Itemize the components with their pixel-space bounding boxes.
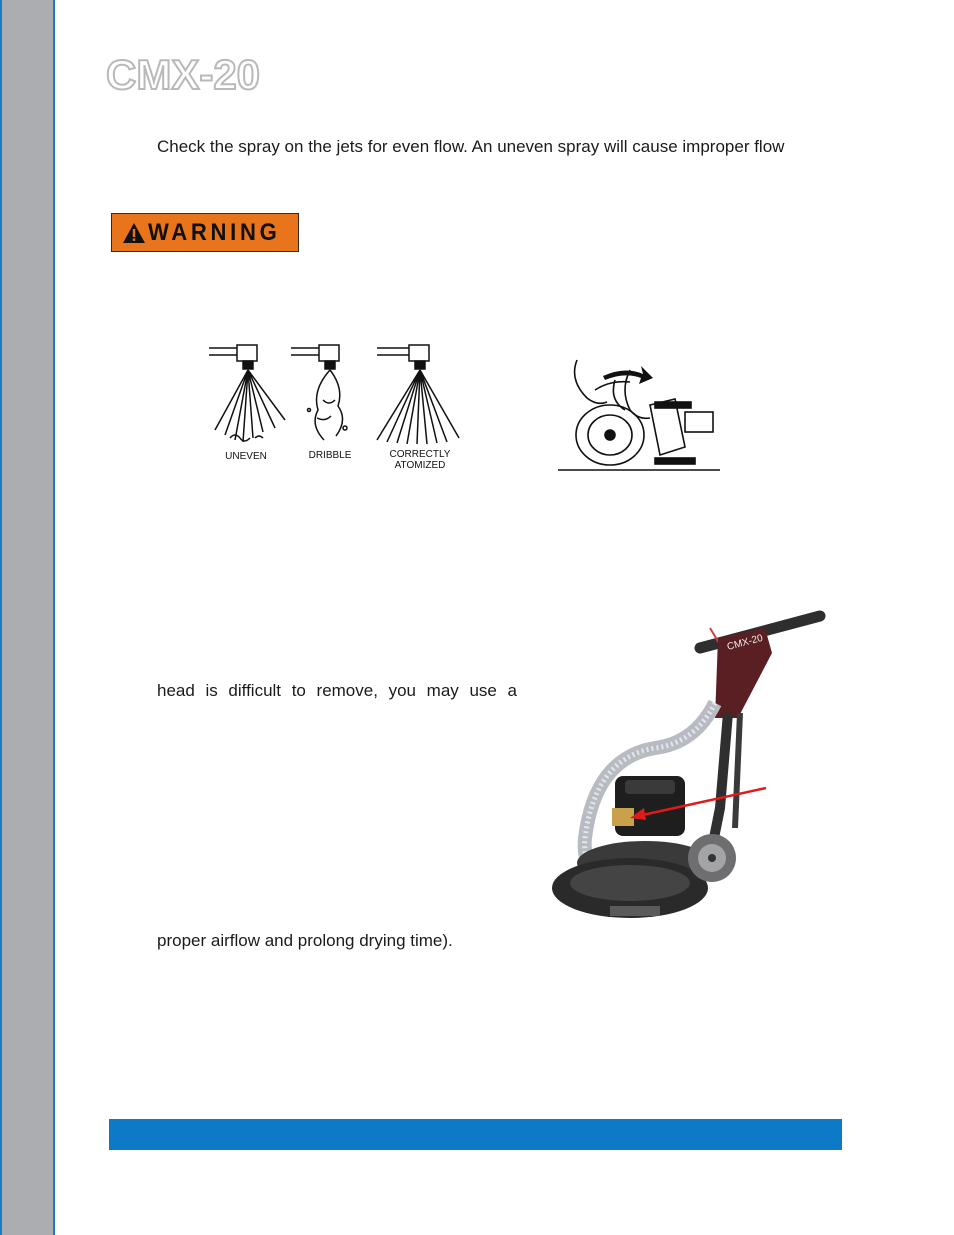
cmx20-machine-photo [550, 608, 830, 928]
spray-pattern-diagram [205, 340, 465, 475]
label-correctly: CORRECTLY [389, 449, 451, 460]
instruction-text-head: head is difficult to remove, you may use a [157, 681, 517, 700]
hands-rotating-head-illustration [555, 350, 725, 475]
left-sidebar-stripe [0, 0, 55, 1235]
label-atomized: ATOMIZED [394, 460, 446, 471]
machine-illustration [550, 608, 830, 928]
warning-triangle-icon [122, 222, 146, 244]
page-title: CMX-20 [106, 51, 261, 98]
instruction-text-spray: Check the spray on the jets for even flow. An uneven spray will cause improper flow [157, 137, 785, 156]
warning-badge [111, 213, 299, 252]
label-uneven: UNEVEN [225, 451, 267, 462]
warning-label: WARNING [148, 218, 281, 246]
rotation-drawing [555, 350, 725, 475]
footer-bar [109, 1119, 842, 1150]
label-dribble: DRIBBLE [308, 450, 352, 461]
machine-decal: CMX-20 [725, 632, 765, 653]
instruction-text-airflow: proper airflow and prolong drying time). [157, 931, 453, 950]
spray-nozzles-illustration [205, 340, 465, 452]
